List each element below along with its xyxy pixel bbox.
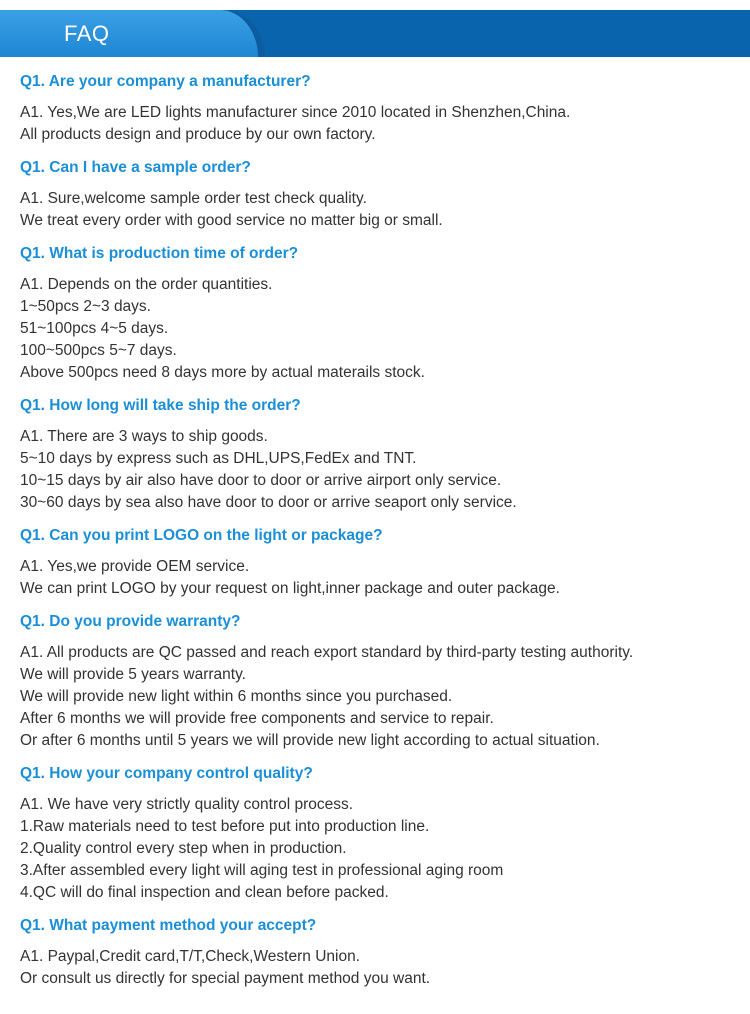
faq-answer-line: A1. Yes,We are LED lights manufacturer since 2010 located in Shenzhen,China. [20,104,571,121]
faq-question: Q1. How your company control quality? [20,765,313,782]
faq-question: Q1. How long will take ship the order? [20,397,301,414]
faq-answer-line: A1. Paypal,Credit card,T/T,Check,Western Union. [20,948,360,965]
faq-item [20,916,740,990]
faq-answer-line: We will provide 5 years warranty. [20,666,246,683]
faq-answer-line: 30~60 days by sea also have door to door or arrive seaport only service. [20,494,517,511]
faq-answer-line: All products design and produce by our own factory. [20,126,376,143]
faq-answer-line: Or consult us directly for special payment method you want. [20,970,431,987]
faq-answer-line: A1. Depends on the order quantities. [20,276,273,293]
header-tab [0,10,258,57]
faq-answer-line: Above 500pcs need 8 days more by actual materails stock. [20,364,425,381]
faq-question: Q1. What payment method your accept? [20,917,317,934]
faq-answer [20,642,740,752]
faq-answer-line: We will provide new light within 6 months since you purchased. [20,688,453,705]
faq-answer [20,188,740,232]
faq-answer-line: 3.After assembled every light will aging test in professional aging room [20,862,504,879]
faq-answer-line: After 6 months we will provide free components and service to repair. [20,710,494,727]
faq-answer-line: A1. Yes,we provide OEM service. [20,558,250,575]
faq-answer-line: A1. We have very strictly quality control process. [20,796,354,813]
faq-answer-line: 5~10 days by express such as DHL,UPS,FedEx and TNT. [20,450,417,467]
faq-answer-line: 1~50pcs 2~3 days. [20,298,151,315]
faq-answer-line: 2.Quality control every step when in production. [20,840,347,857]
faq-answer-line: 51~100pcs 4~5 days. [20,320,169,337]
faq-item [20,158,740,232]
faq-answer-line: Or after 6 months until 5 years we will provide new light according to actual situation. [20,732,600,749]
faq-item [20,396,740,514]
faq-question: Q1. Are your company a manufacturer? [20,73,311,90]
faq-answer-line: A1. Sure,welcome sample order test check quality. [20,190,367,207]
faq-answer [20,556,740,600]
faq-question: Q1. Do you provide warranty? [20,613,241,630]
faq-item [20,244,740,384]
faq-answer [20,794,740,904]
faq-question: Q1. Can you print LOGO on the light or package? [20,527,383,544]
faq-header [0,10,750,57]
faq-answer-line: 10~15 days by air also have door to door or arrive airport only service. [20,472,502,489]
faq-question: Q1. Can I have a sample order? [20,159,251,176]
faq-answer [20,102,740,146]
faq-answer-line: We can print LOGO by your request on light,inner package and outer package. [20,580,560,597]
faq-answer [20,274,740,384]
faq-answer-line: 4.QC will do final inspection and clean before packed. [20,884,389,901]
faq-answer [20,946,740,990]
faq-answer-line: 100~500pcs 5~7 days. [20,342,177,359]
page-title: FAQ [64,21,110,46]
faq-answer-line: 1.Raw materials need to test before put into production line. [20,818,430,835]
faq-answer [20,426,740,514]
faq-item [20,72,740,146]
faq-item [20,764,740,904]
faq-answer-line: We treat every order with good service no matter big or small. [20,212,443,229]
faq-item [20,526,740,600]
faq-answer-line: A1. There are 3 ways to ship goods. [20,428,268,445]
faq-question: Q1. What is production time of order? [20,245,299,262]
faq-item [20,612,740,752]
faq-list [20,72,740,1002]
faq-answer-line: A1. All products are QC passed and reach export standard by third-party testing authority. [20,644,634,661]
